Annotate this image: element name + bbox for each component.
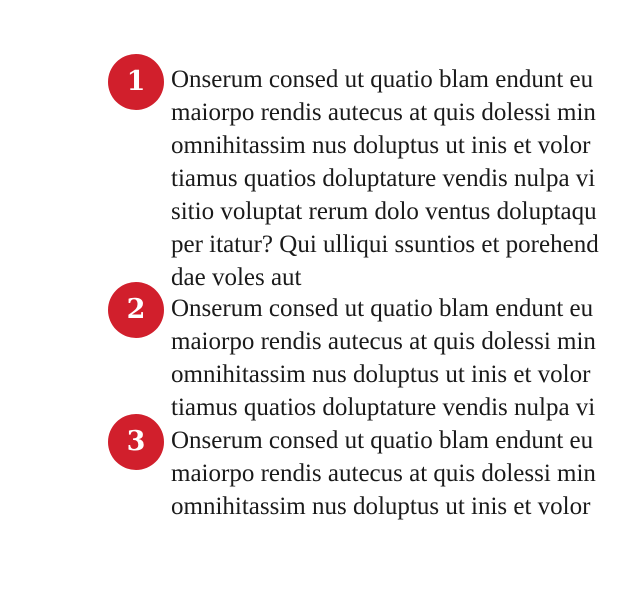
text-line: dae voles aut xyxy=(171,264,302,291)
paragraph-2 xyxy=(171,292,630,424)
text-line: maiorpo rendis autecus at quis dolessi min xyxy=(171,99,596,126)
text-line: Onserum consed ut quatio blam endunt eu xyxy=(171,295,594,322)
number-badge-3: 3 xyxy=(108,414,164,470)
paragraph-1 xyxy=(171,63,630,294)
text-line: sitio voluptat rerum dolo ventus doluptaqu xyxy=(171,198,597,225)
text-line: omnihitassim nus doluptus ut inis et volor xyxy=(171,493,591,520)
text-line: maiorpo rendis autecus at quis dolessi min xyxy=(171,328,596,355)
text-line: omnihitassim nus doluptus ut inis et volor xyxy=(171,132,591,159)
paragraph-3 xyxy=(171,424,630,523)
text-line: per itatur? Qui ulliqui ssuntios et porehend xyxy=(171,231,599,258)
number-badge-2: 2 xyxy=(108,282,164,338)
text-line: maiorpo rendis autecus at quis dolessi min xyxy=(171,460,596,487)
number-badge-1: 1 xyxy=(108,54,164,110)
text-line: tiamus quatios doluptature vendis nulpa vi xyxy=(171,394,596,421)
text-line: omnihitassim nus doluptus ut inis et volor xyxy=(171,361,591,388)
text-line: tiamus quatios doluptature vendis nulpa vi xyxy=(171,165,596,192)
text-line: Onserum consed ut quatio blam endunt eu xyxy=(171,66,594,93)
text-line: Onserum consed ut quatio blam endunt eu xyxy=(171,427,594,454)
